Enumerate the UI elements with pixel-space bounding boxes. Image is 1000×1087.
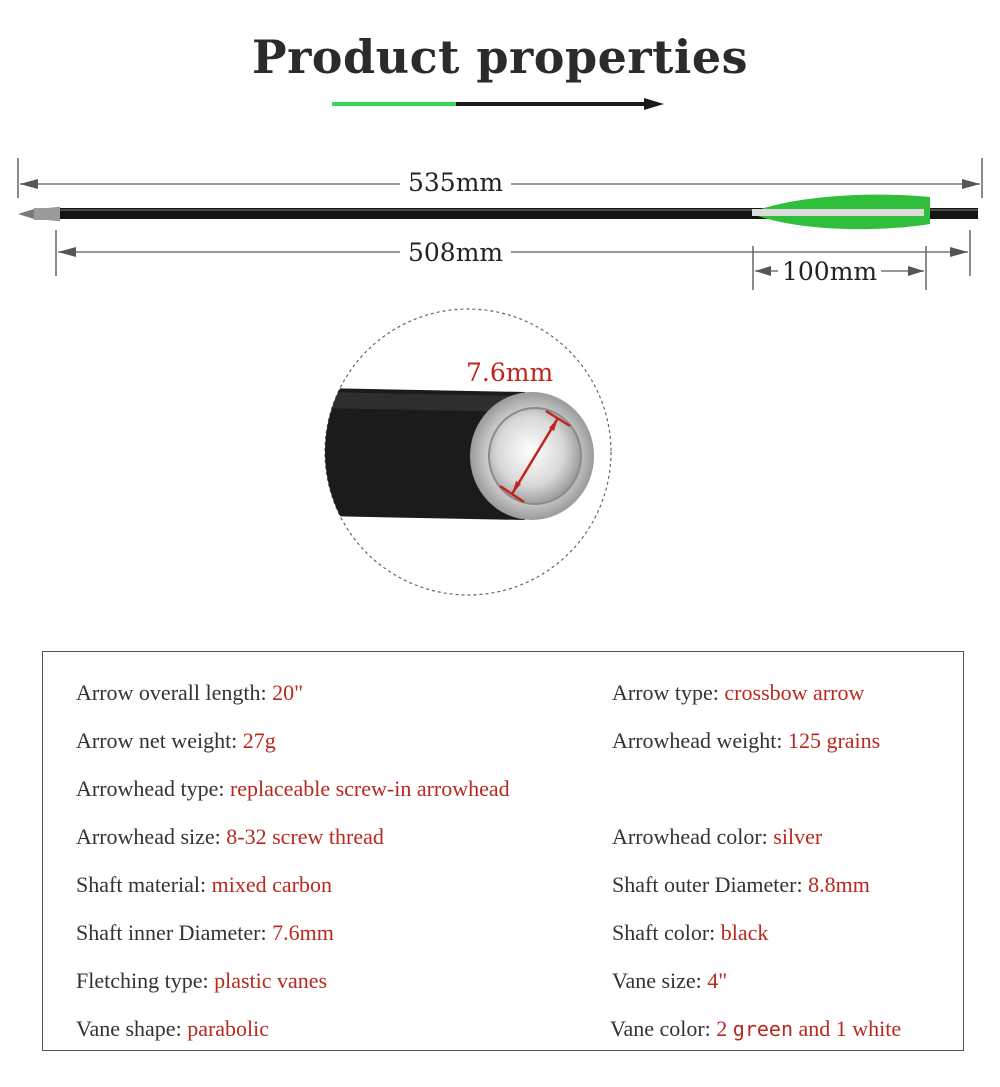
spec-label: Arrowhead color: <box>612 824 768 849</box>
spec-label: Vane size: <box>612 968 702 993</box>
spec-arrowhead-size <box>76 824 384 850</box>
spec-label: Shaft outer Diameter: <box>612 872 803 897</box>
spec-shaft-material <box>76 872 332 898</box>
spec-vane-size <box>612 968 727 994</box>
spec-value: 125 grains <box>787 728 881 753</box>
spec-value: 20" <box>272 680 304 705</box>
spec-value: plastic vanes <box>214 968 328 993</box>
spec-value-rest: and 1 white <box>798 1016 902 1041</box>
spec-value: crossbow arrow <box>724 680 865 705</box>
spec-net-weight <box>76 728 276 754</box>
overall-length-label: 535mm <box>400 168 511 198</box>
spec-row <box>43 1016 963 1064</box>
spec-value: black <box>720 920 769 945</box>
spec-value: 4" <box>707 968 728 993</box>
spec-label: Arrow overall length: <box>76 680 267 705</box>
spec-row <box>43 920 963 968</box>
spec-row <box>43 680 963 728</box>
title-underline-arrow-icon <box>332 97 666 111</box>
specs-table <box>42 651 964 1051</box>
spec-label: Arrowhead type: <box>76 776 225 801</box>
spec-value: replaceable screw-in arrowhead <box>229 776 510 801</box>
spec-arrowhead-type <box>76 776 510 802</box>
spec-shaft-color <box>612 920 768 946</box>
spec-label: Vane color: <box>610 1016 711 1041</box>
spec-value: mixed carbon <box>211 872 332 897</box>
spec-arrowhead-color <box>612 824 822 850</box>
spec-label: Shaft inner Diameter: <box>76 920 267 945</box>
spec-value: 7.6mm <box>272 920 334 945</box>
spec-row <box>43 872 963 920</box>
spec-label: Fletching type: <box>76 968 209 993</box>
spec-fletching-type <box>76 968 327 994</box>
spec-row <box>43 776 963 824</box>
spec-row <box>43 824 963 872</box>
spec-vane-color <box>610 1016 901 1042</box>
spec-value: silver <box>773 824 823 849</box>
spec-label: Arrow type: <box>612 680 719 705</box>
spec-label: Arrow net weight: <box>76 728 238 753</box>
spec-label: Shaft color: <box>612 920 716 945</box>
spec-row <box>43 968 963 1016</box>
spec-label: Arrowhead size: <box>76 824 221 849</box>
fletching-length-label: 100mm <box>778 257 881 287</box>
spec-shaft-outer-diameter <box>612 872 870 898</box>
spec-shaft-inner-diameter <box>76 920 334 946</box>
page-title: Product properties <box>251 30 749 84</box>
spec-label: Arrowhead weight: <box>612 728 783 753</box>
spec-overall-length <box>76 680 303 706</box>
spec-arrowhead-weight <box>612 728 880 754</box>
spec-value: parabolic <box>187 1016 270 1041</box>
spec-row <box>43 728 963 776</box>
spec-value: 8-32 screw thread <box>226 824 384 849</box>
spec-value: 27g <box>242 728 276 753</box>
spec-label: Vane shape: <box>76 1016 182 1041</box>
spec-value-count: 2 <box>716 1016 728 1041</box>
spec-arrow-type <box>612 680 864 706</box>
spec-value-color: green <box>732 1017 794 1041</box>
spec-vane-shape <box>76 1016 269 1042</box>
spec-label: Shaft material: <box>76 872 207 897</box>
shaft-length-label: 508mm <box>400 238 511 268</box>
inner-diameter-label: 7.6mm <box>466 358 554 387</box>
spec-value: 8.8mm <box>808 872 870 897</box>
shaft-detail-circle <box>320 308 620 608</box>
